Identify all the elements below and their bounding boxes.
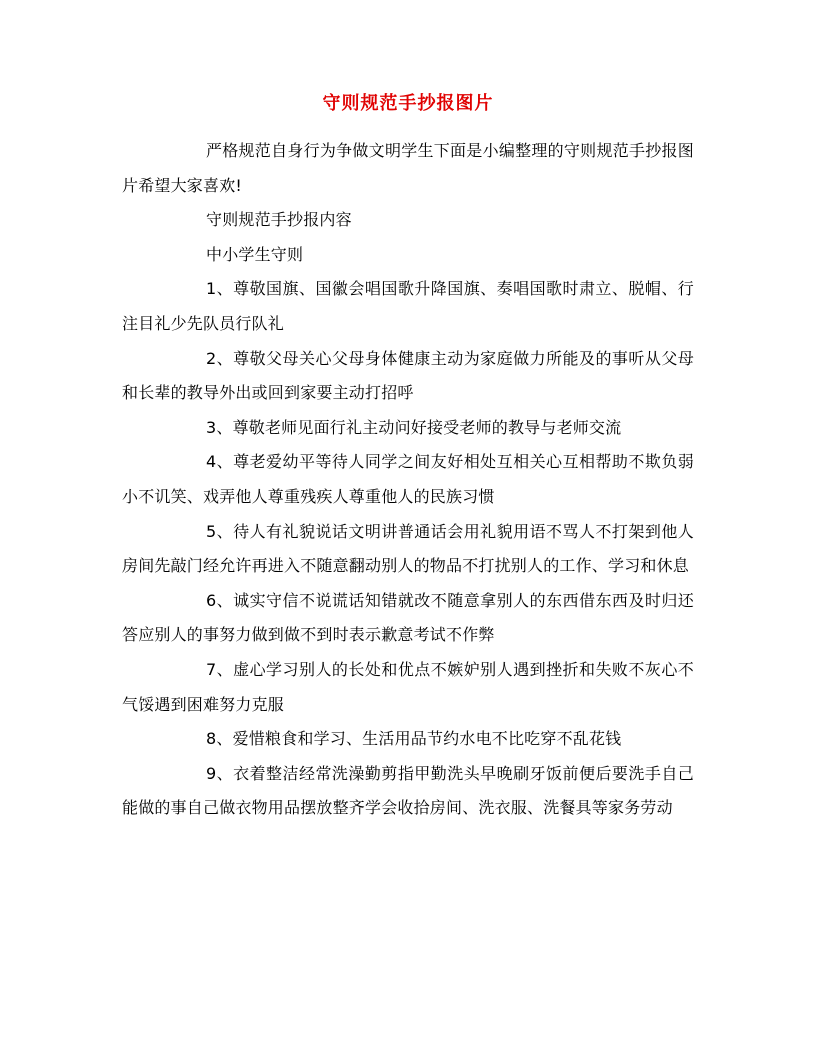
- document-body: [122, 134, 694, 826]
- document-title: 守则规范手抄报图片: [322, 93, 494, 114]
- rule-item-7: 7、虚心学习别人的长处和优点不嫉妒别人遇到挫折和失败不灰心不气馁遇到困难努力克服: [122, 659, 694, 714]
- rule-item-2: 2、尊敬父母关心父母身体健康主动为家庭做力所能及的事听从父母和长辈的教导外出或回到家要主动打招呼: [122, 348, 694, 403]
- intro-paragraph: 严格规范自身行为争做文明学生下面是小编整理的守则规范手抄报图片希望大家喜欢!: [122, 141, 694, 195]
- rule-item-5: 5、待人有礼貌说话文明讲普通话会用礼貌用语不骂人不打架到他人房间先敲门经允许再进入不随意翻动别人的物品不打扰别人的工作、学习和休息: [122, 521, 694, 576]
- subsection-heading: 中小学生守则: [206, 244, 304, 264]
- rule-item-9: 9、衣着整洁经常洗澡勤剪指甲勤洗头早晚刷牙饭前便后要洗手自己能做的事自己做衣物用品摆放整齐学会收拾房间、洗衣服、洗餐具等家务劳动: [122, 763, 694, 818]
- rule-item-6: 6、诚实守信不说谎话知错就改不随意拿别人的东西借东西及时归还答应别人的事努力做到做不到时表示歉意考试不作弊: [122, 590, 694, 645]
- rule-item-1: 1、尊敬国旗、国徽会唱国歌升降国旗、奏唱国歌时肃立、脱帽、行注目礼少先队员行队礼: [122, 279, 694, 333]
- section-heading: 守则规范手抄报内容: [206, 210, 352, 230]
- rule-item-8: 8、爱惜粮食和学习、生活用品节约水电不比吃穿不乱花钱: [206, 729, 622, 749]
- rule-item-3: 3、尊敬老师见面行礼主动问好接受老师的教导与老师交流: [206, 417, 622, 437]
- rule-item-4: 4、尊老爱幼平等待人同学之间友好相处互相关心互相帮助不欺负弱小不讥笑、戏弄他人尊重残疾人尊重他人的民族习惯: [122, 452, 694, 506]
